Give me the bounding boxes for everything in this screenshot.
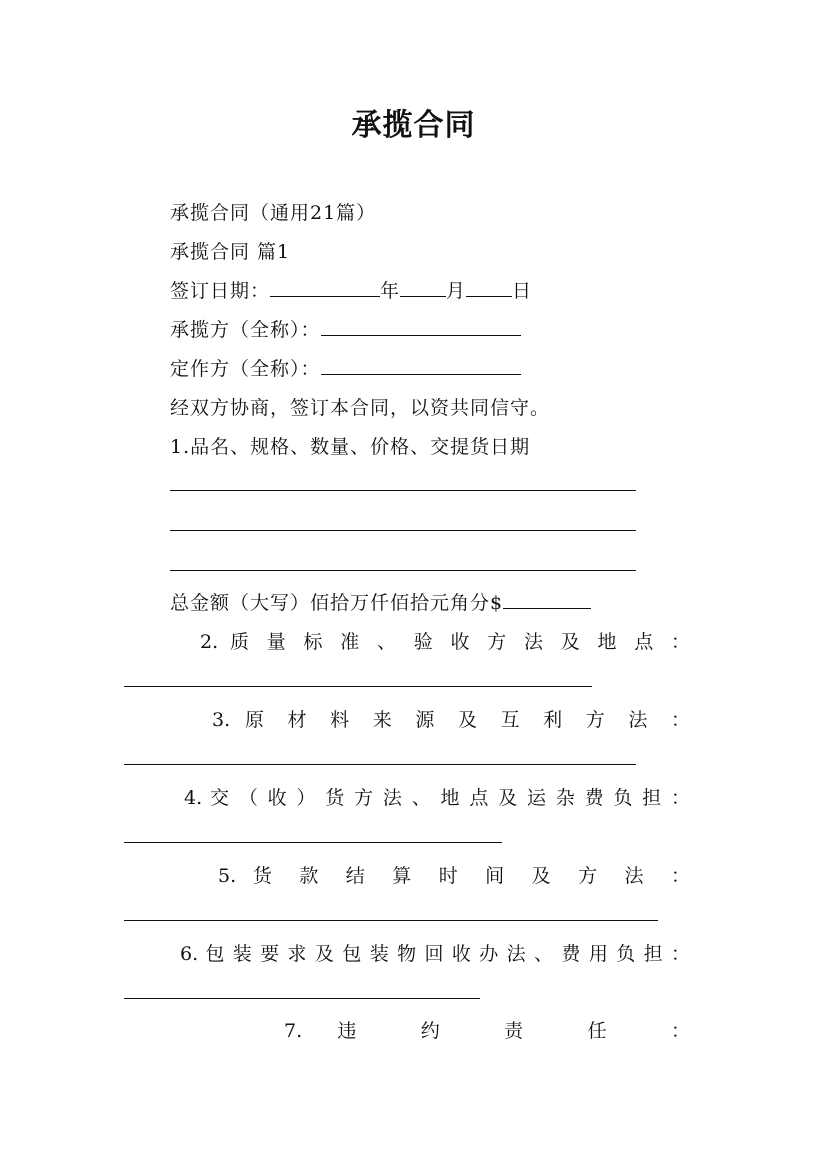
- item-1-heading: 1.品名、规格、数量、价格、交提货日期: [170, 436, 531, 458]
- blank-line-3: [170, 570, 636, 571]
- orderer-row: [170, 354, 521, 381]
- contractor-row: [170, 315, 521, 342]
- contractor-label: 承揽方（全称）：: [170, 319, 321, 341]
- item-5-heading: [218, 861, 690, 888]
- sign-date-label: 签订日期：: [170, 280, 271, 302]
- item-3-heading: [212, 705, 690, 732]
- total-amount-label: 总金额（大写）佰拾万仟佰拾元角分$: [170, 592, 504, 614]
- item-3-text: 3. 原 材 料 来 源 及 互 利 方 法 ：: [212, 709, 690, 731]
- item-6-blank: [124, 998, 480, 999]
- item-4-text: 4. 交 （ 收 ） 货 方 法 、 地 点 及 运 杂 费 负 担 ：: [184, 787, 690, 809]
- item-5-blank: [124, 920, 658, 921]
- item-5-text: 5. 货 款 结 算 时 间 及 方 法 ：: [218, 865, 690, 887]
- sign-date-row: [170, 276, 532, 303]
- blank-line-1: [170, 490, 636, 491]
- section-heading: 承揽合同 篇1: [170, 241, 291, 263]
- day-label: 日: [512, 280, 533, 302]
- document-title: 承揽合同: [351, 108, 476, 143]
- item-6-heading: [180, 939, 690, 966]
- total-amount-blank: [503, 589, 591, 609]
- total-amount-row: [170, 588, 591, 615]
- year-blank: [270, 277, 380, 297]
- item-3-blank: [124, 764, 636, 765]
- orderer-label: 定作方（全称）：: [170, 358, 321, 380]
- year-label: 年: [380, 280, 401, 302]
- subtitle: 承揽合同（通用21篇）: [170, 202, 377, 224]
- item-7-text: 7. 违 约 责 任 ：: [284, 1020, 690, 1042]
- month-label: 月: [446, 280, 467, 302]
- item-2-blank: [124, 686, 592, 687]
- day-blank: [466, 277, 512, 297]
- item-7-heading: [284, 1016, 690, 1043]
- item-6-text: 6. 包 装 要 求 及 包 装 物 回 收 办 法 、 费 用 负 担 ：: [180, 943, 690, 965]
- contractor-blank: [321, 316, 521, 336]
- agreement-text: 经双方协商，签订本合同，以资共同信守。: [170, 397, 551, 419]
- item-4-heading: [184, 783, 690, 810]
- item-2-text: 2. 质 量 标 准 、 验 收 方 法 及 地 点 ：: [200, 631, 690, 653]
- month-blank: [400, 277, 446, 297]
- orderer-blank: [321, 355, 521, 375]
- blank-line-2: [170, 530, 636, 531]
- item-4-blank: [124, 842, 502, 843]
- item-2-heading: [200, 627, 690, 654]
